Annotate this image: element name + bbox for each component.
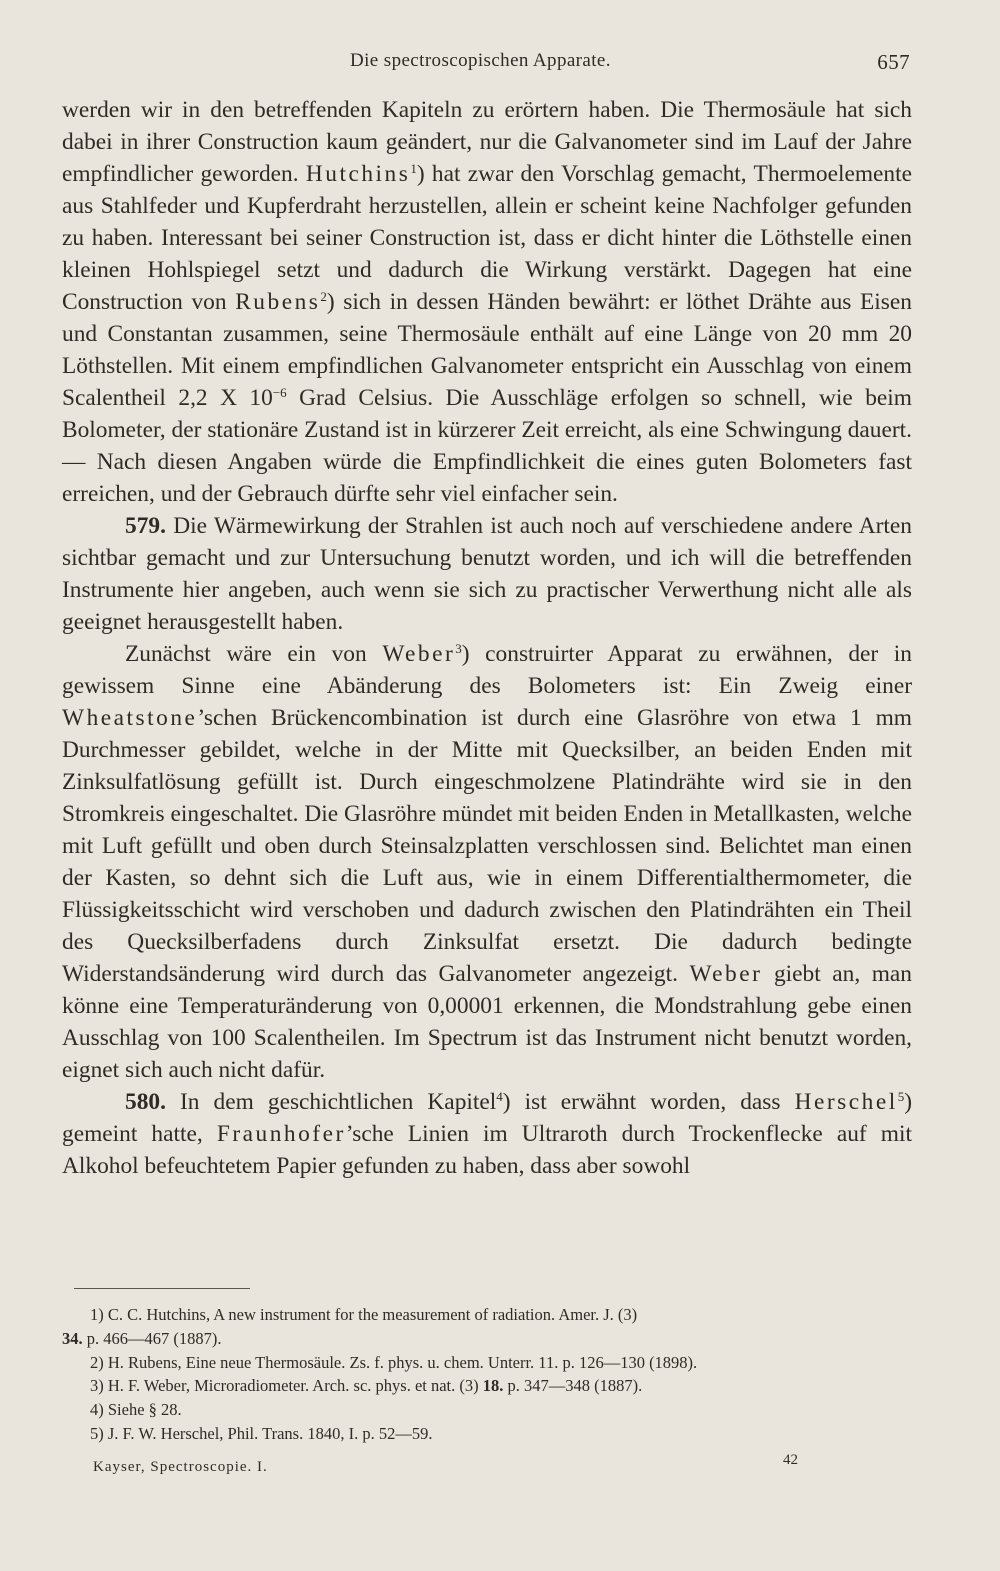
footnote-1: 1) C. C. Hutchins, A new instrument for the measurement of radiation. Amer. J. (3) [90, 1305, 638, 1324]
page-number: 657 [877, 50, 910, 74]
footnotes [62, 1303, 920, 1446]
signature-mark: Kayser, Spectroscopie. I. [93, 1459, 268, 1475]
footnote-ref: 2 [320, 289, 327, 304]
exponent: −6 [272, 385, 287, 400]
footnote-separator [74, 1288, 250, 1289]
text-run: p. 466—467 (1887). [82, 1328, 222, 1348]
text-run: ’schen Brückencombination ist durch eine Glasröhre von etwa 1 mm Durchmesser gebildet, welche in der Mitte mit Quecksilber, an beiden Enden mit Zinksulfatlösung gefüllt ist. Durch eingeschmolzene Platindrähte wird sie in den Stromkreis eingeschaltet. Die Glasröhre mündet mit beiden Enden in Metallkasten, welche mit Luft gefüllt und oben durch Steinsalzplatten verschlossen sind. Belichtet man einen der Kasten, so dehnt sich die Luft aus, wie in einem Differentialthermometer, die Flüssigkeitsschicht wird verschoben und dadurch zwischen den Platindrähten ein Theil des Quecksilberfadens durch Zinksulfat ersetzt. Die dadurch bedingte Widerstandsänderung wird durch das Galvanometer angezeigt. [62, 705, 912, 987]
section-number: 580. [125, 1089, 166, 1115]
text-run: giebt an, man könne eine Temperaturänderung von 0,00001 erkennen, die Mondstrahlung gebe einen Ausschlag von 100 Scalentheilen. Im Spectrum ist das Instrument nicht benutzt worden, eignet sich auch nicht dafür. [62, 961, 912, 1083]
footnote-ref: 1 [410, 161, 417, 176]
volume-number: 18. [482, 1376, 504, 1396]
author-name: Wheatstone [62, 705, 198, 731]
footnote-5: 5) J. F. W. Herschel, Phil. Trans. 1840, I. p. 52—59. [90, 1423, 433, 1443]
text-run: In dem geschichtlichen Kapitel [165, 1089, 497, 1115]
author-name: Rubens [235, 289, 321, 315]
footnote-3 [90, 1374, 920, 1398]
paragraph-2 [62, 510, 912, 638]
paragraph-4 [62, 1086, 912, 1182]
sheet-number: 42 [783, 1452, 798, 1468]
text-run: ’sche Linien im Ultraroth durch Trockenflecke auf mit Alkohol befeuchtetem Papier gefunden zu haben, dass aber sowohl [62, 1121, 912, 1179]
text-run: Grad Celsius. Die Ausschläge erfolgen so schnell, wie beim Bolometer, der stationäre Zustand ist in kürzerer Zeit erreicht, als eine Schwingung dauert. — Nach diesen Angaben würde die Empfindlichkeit die eines guten Bolometers fast erreichen, und der Gebrauch dürfte sehr viel einfacher sein. [62, 385, 912, 507]
footnote-ref: 3 [455, 641, 462, 656]
text-run: Die Wärmewirkung der Strahlen ist auch noch auf verschiedene andere Arten sichtbar gemacht und zur Untersuchung benutzt worden, und ich will die betreffenden Instrumente hier angeben, auch wenn sie sich zu practischer Verwerthung nicht alle als geeignet herausgestellt haben. [62, 513, 912, 635]
volume-number: 34. [62, 1328, 83, 1348]
page-footer [93, 1452, 800, 1476]
running-title: Die spectroscopischen Apparate. [350, 50, 611, 71]
page-header [62, 46, 910, 76]
footnote-4: 4) Siehe § 28. [90, 1400, 182, 1420]
text-run: p. 347—348 (1887). [503, 1376, 643, 1396]
footnote-ref: 5 [897, 1089, 905, 1104]
text-run: Zunächst wäre ein von [125, 641, 383, 667]
text-run: ) sich in dessen Händen bewährt: er löthet Drähte aus Eisen und Constantan zusammen, seine Thermosäule enthält auf eine Länge von 20 mm 20 Löthstellen. Mit einem empfindlichen Galvanometer entspricht ein Ausschlag von einem Scalentheil 2,2 X 10 [62, 289, 912, 411]
section-number: 579. [125, 513, 166, 539]
author-name: Hutchins [305, 161, 411, 187]
text-run: ) gemeint hatte, [62, 1089, 912, 1147]
text-run: ) construirter Apparat zu erwähnen, der in gewissem Sinne eine Abänderung des Bolometers ist: Ein Zweig einer [62, 641, 912, 699]
text-run: 3) H. F. Weber, Microradiometer. Arch. sc. phys. et nat. (3) [90, 1376, 483, 1396]
author-name: Fraunhofer [216, 1121, 346, 1147]
text-run: ) ist erwähnt worden, dass [502, 1089, 795, 1115]
text-run: ) hat zwar den Vorschlag gemacht, Thermoelemente aus Stahlfeder und Kupferdraht herzustellen, allein er scheint keine Nachfolger gefunden zu haben. Interessant bei seiner Construction ist, dass er dicht hinter die Löthstelle einen kleinen Hohlspiegel setzt und dadurch die Wirkung verstärkt. Dagegen hat eine Construction von [62, 161, 912, 315]
author-name: Weber [689, 961, 763, 987]
text-run: werden wir in den betreffenden Kapiteln zu erörtern haben. Die Thermosäule hat sich dabei in ihrer Construction kaum geändert, nur die Galvanometer sind im Lauf der Jahre empfindlicher geworden. [62, 97, 912, 187]
paragraph-3 [62, 638, 912, 1086]
body-text [62, 94, 912, 1182]
footnote-1-continued [62, 1327, 920, 1351]
footnote-ref: 4 [496, 1089, 503, 1104]
author-name: Weber [382, 641, 456, 667]
footnote-2: 2) H. Rubens, Eine neue Thermosäule. Zs. f. phys. u. chem. Unterr. 11. p. 126—130 (1898). [90, 1352, 698, 1372]
author-name: Herschel [794, 1089, 898, 1115]
paragraph-1 [62, 94, 912, 510]
